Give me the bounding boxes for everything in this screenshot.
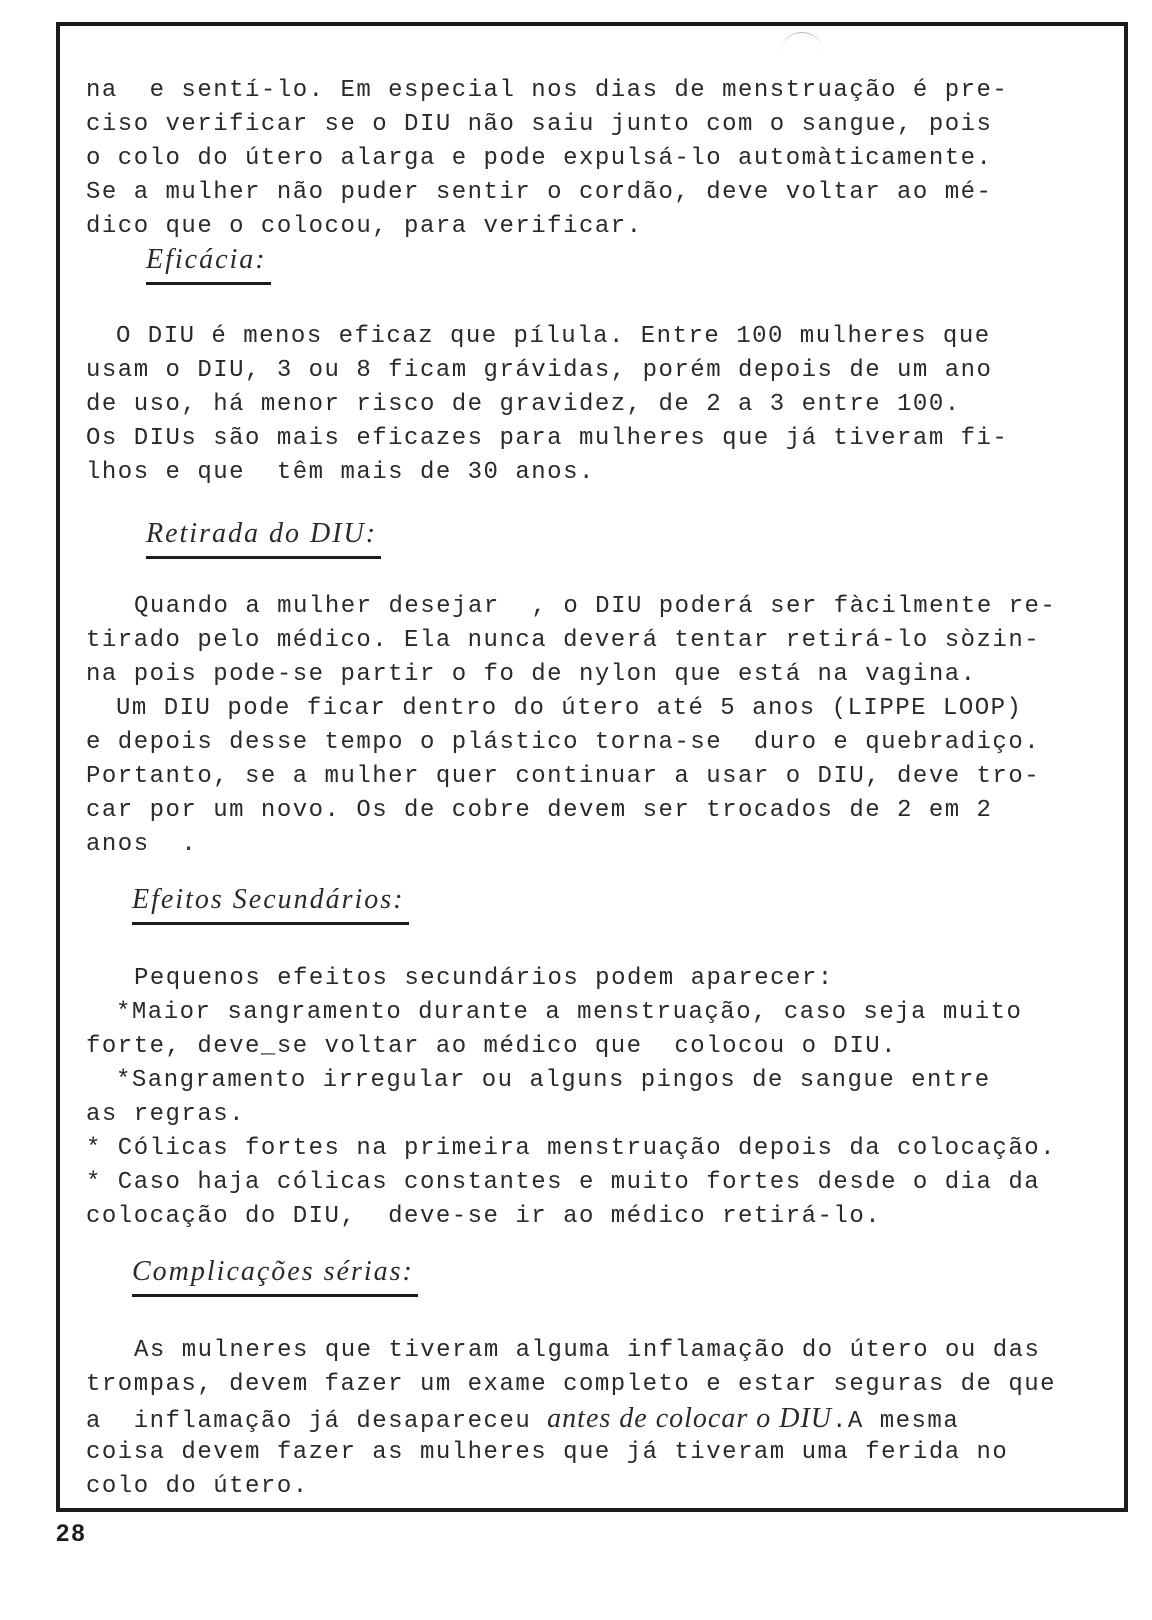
text-line: Os DIUs são mais eficazes para mulheres que já tiveram fi- bbox=[86, 425, 1009, 452]
emphasis-text: antes de colocar o DIU bbox=[547, 1403, 832, 1434]
text-run: a inflamação já desapareceu bbox=[86, 1408, 548, 1435]
text-line: trompas, devem fazer um exame completo e estar seguras de que bbox=[86, 1371, 1057, 1398]
text-line: ciso verificar se o DIU não saiu junto com o sangue, pois bbox=[86, 111, 993, 138]
heading-complicacoes: Complicações sérias: bbox=[132, 1252, 418, 1297]
text-line: car por um novo. Os de cobre devem ser trocados de 2 em 2 bbox=[86, 797, 993, 824]
text-line: as regras. bbox=[86, 1101, 246, 1128]
text-line bbox=[86, 1402, 1086, 1436]
paragraph-efeitos bbox=[86, 962, 1086, 1234]
paragraph-eficacia bbox=[86, 320, 1086, 490]
list-item: *Maior sangramento durante a menstruação, caso seja muito bbox=[116, 999, 1023, 1026]
paragraph-retirada bbox=[86, 590, 1086, 862]
text-line: na e sentí-lo. Em especial nos dias de menstruação é pre- bbox=[86, 77, 1009, 104]
text-line: o colo do útero alarga e pode expulsá-lo automàticamente. bbox=[86, 145, 993, 172]
text-line: tirado pelo médico. Ela nunca deverá tentar retirá-lo sòzin- bbox=[86, 627, 1041, 654]
section-complicacoes bbox=[86, 1258, 1086, 1320]
text-line: O DIU é menos eficaz que pílula. Entre 100 mulheres que bbox=[116, 323, 991, 350]
heading-efeitos: Efeitos Secundários: bbox=[132, 880, 409, 925]
text-line: Portanto, se a mulher quer continuar a usar o DIU, deve tro- bbox=[86, 763, 1041, 790]
list-item: * Cólicas fortes na primeira menstruação depois da colocação. bbox=[86, 1135, 1057, 1162]
paragraph-insertion-check bbox=[86, 74, 1086, 244]
page-number: 28 bbox=[56, 1520, 87, 1547]
text-line: de uso, há menor risco de gravidez, de 2 a 3 entre 100. bbox=[86, 391, 961, 418]
text-line: As mulneres que tiveram alguma inflamação do útero ou das bbox=[134, 1337, 1041, 1364]
text-line: forte, deve_se voltar ao médico que colocou o DIU. bbox=[86, 1033, 898, 1060]
text-line: dico que o colocou, para verificar. bbox=[86, 213, 643, 240]
text-line: usam o DIU, 3 ou 8 ficam grávidas, porém depois de um ano bbox=[86, 357, 993, 384]
text-line: coisa devem fazer as mulheres que já tiveram uma ferida no bbox=[86, 1439, 1009, 1466]
text-line: e depois desse tempo o plástico torna-se duro e quebradiço. bbox=[86, 729, 1041, 756]
section-efeitos bbox=[86, 886, 1086, 948]
section-retirada bbox=[86, 514, 1086, 576]
text-line: Se a mulher não puder sentir o cordão, deve voltar ao mé- bbox=[86, 179, 993, 206]
punch-hole-mark bbox=[780, 32, 824, 77]
text-line: anos . bbox=[86, 831, 198, 858]
text-line: Pequenos efeitos secundários podem aparecer: bbox=[134, 965, 834, 992]
page-content bbox=[86, 74, 1086, 1504]
heading-eficacia: Eficácia: bbox=[146, 240, 271, 285]
list-item: *Sangramento irregular ou alguns pingos de sangue entre bbox=[116, 1067, 991, 1094]
list-item: * Caso haja cólicas constantes e muito fortes desde o dia da bbox=[86, 1169, 1041, 1196]
text-line: colo do útero. bbox=[86, 1473, 309, 1500]
paragraph-complicacoes bbox=[86, 1334, 1086, 1504]
heading-retirada: Retirada do DIU: bbox=[146, 514, 381, 559]
section-eficacia bbox=[86, 244, 1086, 306]
text-line: colocação do DIU, deve-se ir ao médico retirá-lo. bbox=[86, 1203, 882, 1230]
text-line: na pois pode-se partir o fo de nylon que está na vagina. bbox=[86, 661, 977, 688]
text-run: .A mesma bbox=[832, 1408, 960, 1435]
text-line: lhos e que têm mais de 30 anos. bbox=[86, 459, 595, 486]
text-line: Um DIU pode ficar dentro do útero até 5 anos (LIPPE LOOP) bbox=[116, 695, 1023, 722]
text-line: Quando a mulher desejar , o DIU poderá ser fàcilmente re- bbox=[134, 593, 1057, 620]
